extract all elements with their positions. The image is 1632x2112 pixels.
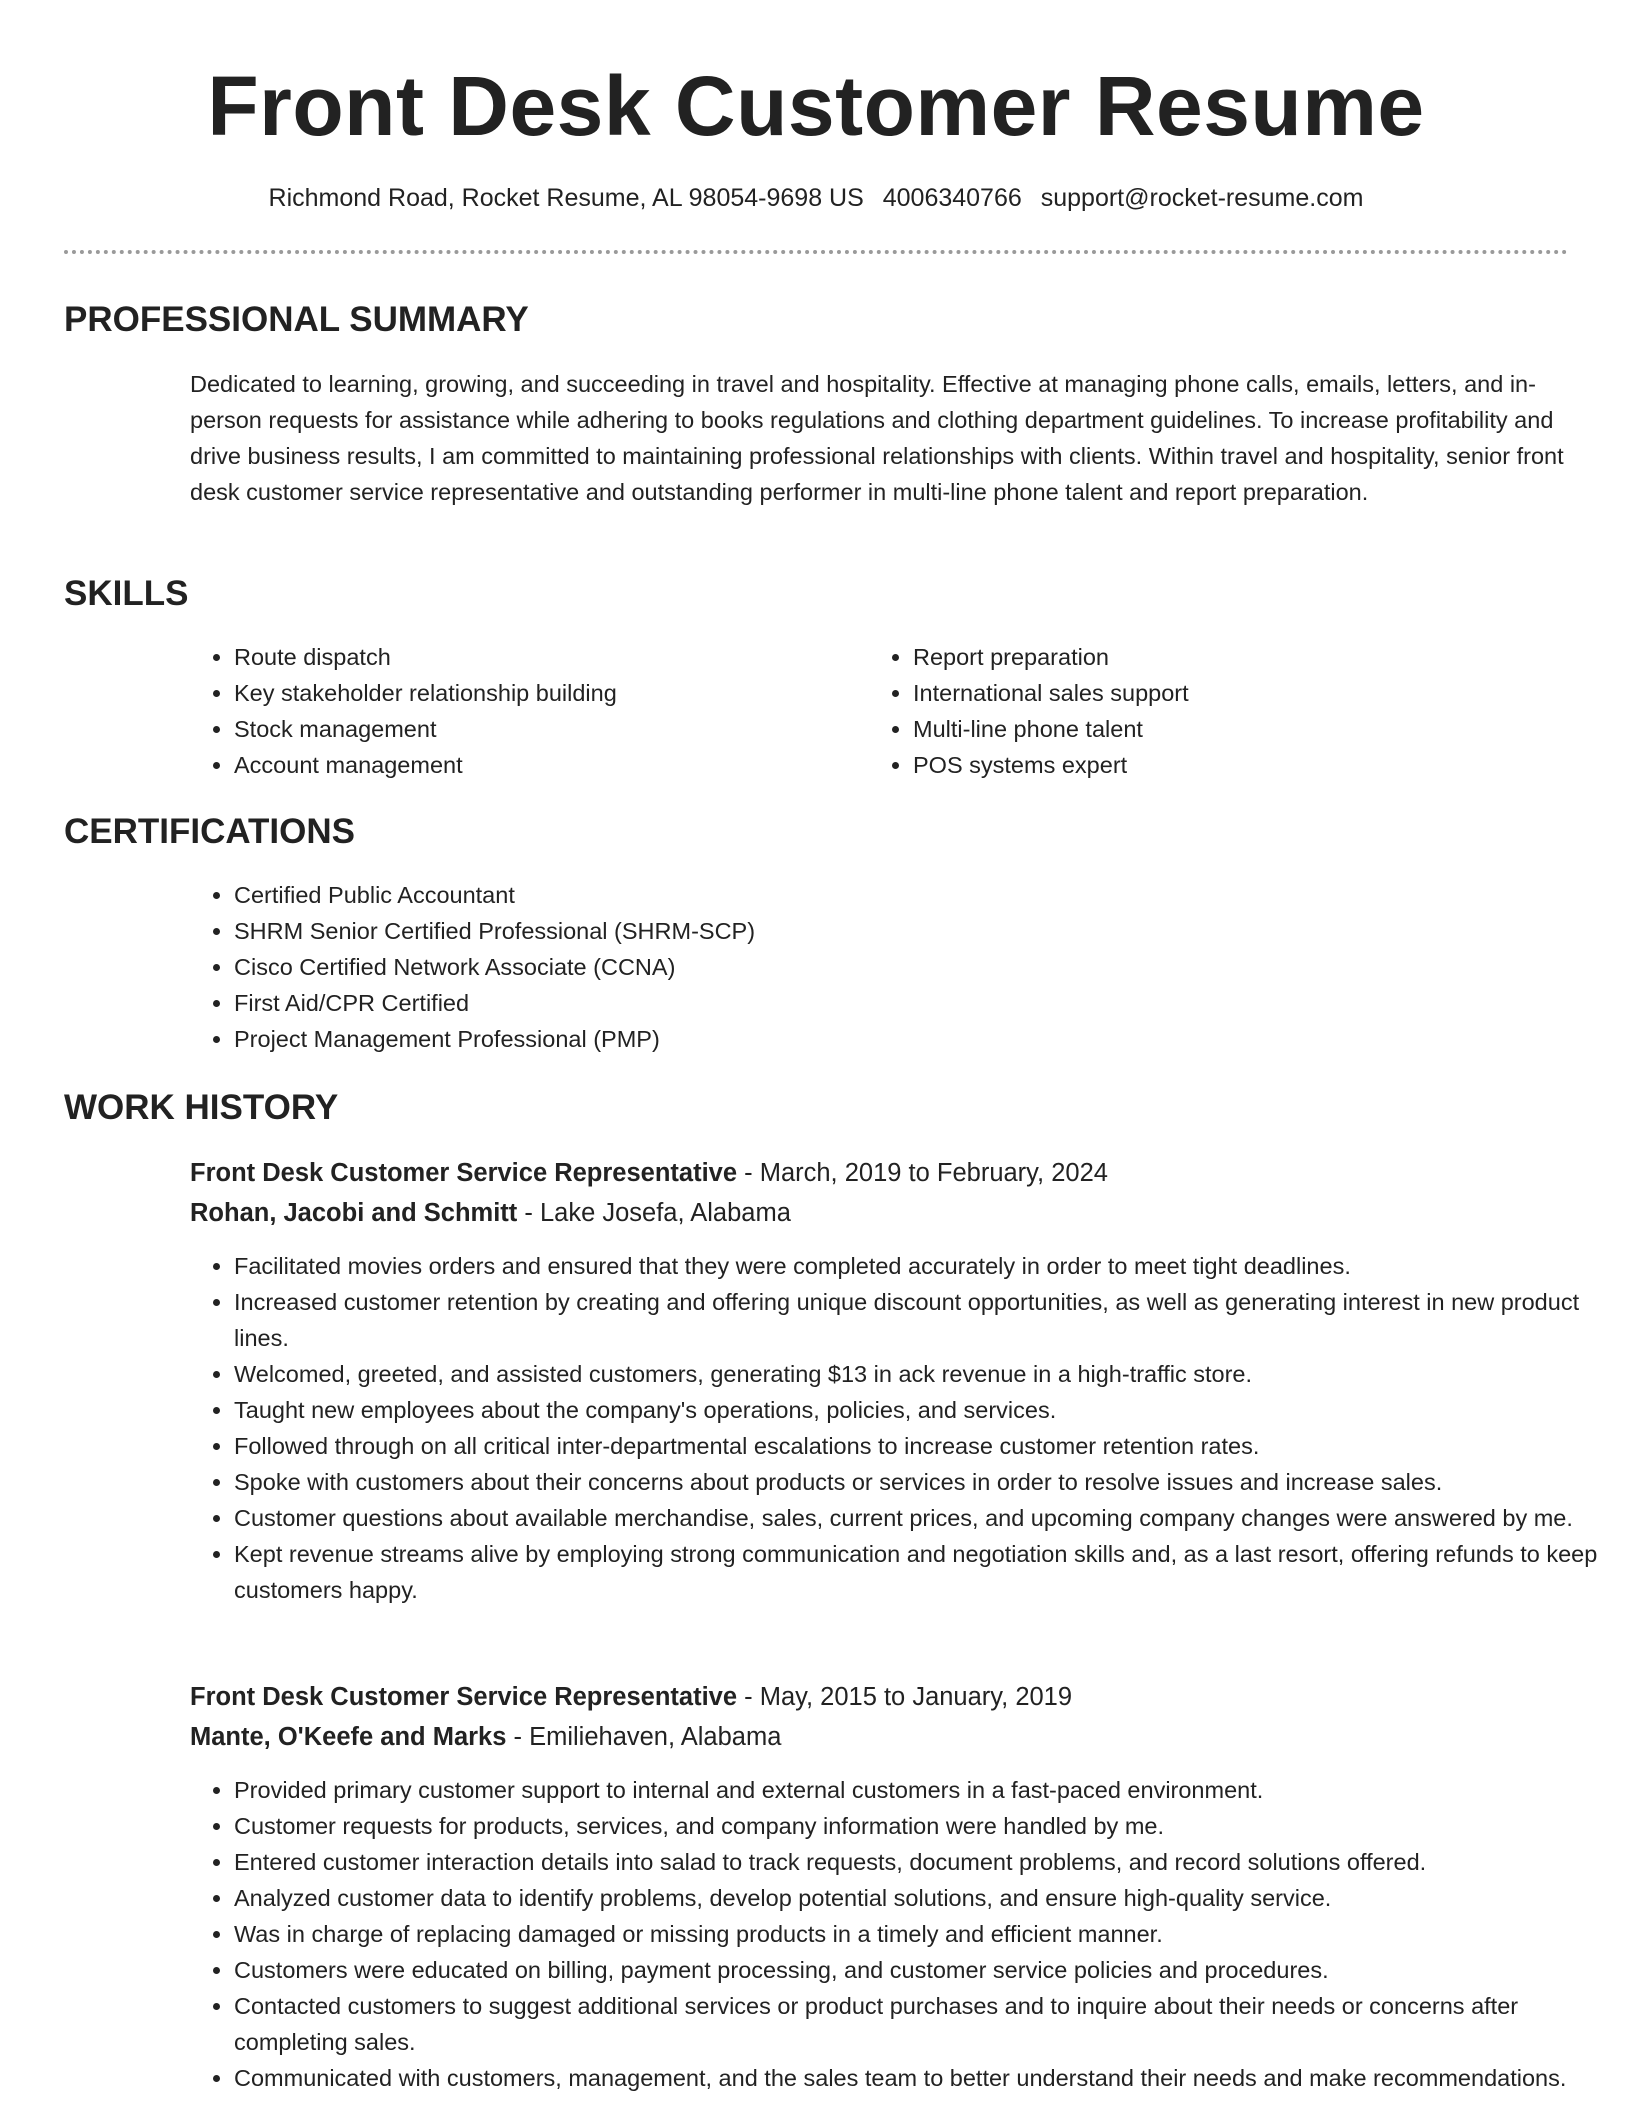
list-item: • Key stakeholder relationship building [234, 675, 854, 711]
job-1-bullets [190, 1248, 1614, 1608]
list-item: • Customer requests for products, services, and company information were handled by me. [234, 1808, 1614, 1844]
job-2-company-line [190, 1717, 1570, 1757]
summary-heading: PROFESSIONAL SUMMARY [64, 300, 529, 339]
resume-name: Front Desk Customer Resume [207, 59, 1425, 153]
job-2-location: - Emiliehaven, Alabama [506, 1723, 782, 1751]
list-item: • Communicated with customers, management, and the sales team to better understand their needs and make recommendations. [234, 2060, 1614, 2096]
list-item: • Project Management Professional (PMP) [234, 1021, 1614, 1057]
certifications-heading: CERTIFICATIONS [64, 812, 356, 851]
job-1-title-line [190, 1153, 1570, 1193]
list-item: • Entered customer interaction details into salad to track requests, document problems, and record solutions offered. [234, 1844, 1614, 1880]
list-item: • International sales support [913, 675, 1593, 711]
list-item: • Spoke with customers about their concerns about products or services in order to resolve issues and increase sales. [234, 1464, 1614, 1500]
list-item: • Stock management [234, 711, 854, 747]
list-item: • POS systems expert [913, 747, 1593, 783]
contact-address: Richmond Road, Rocket Resume, AL 98054-9698 US [268, 184, 864, 212]
work-history-heading: WORK HISTORY [64, 1088, 339, 1127]
list-item: • Provided primary customer support to internal and external customers in a fast-paced environment. [234, 1772, 1614, 1808]
list-item: • Increased customer retention by creating and offering unique discount opportunities, as well as generating interest in new product lines. [234, 1284, 1614, 1356]
list-item: • Customers were educated on billing, payment processing, and customer service policies and procedures. [234, 1952, 1614, 1988]
list-item: • Analyzed customer data to identify problems, develop potential solutions, and ensure high-quality service. [234, 1880, 1614, 1916]
job-1-company-line [190, 1193, 1570, 1233]
list-item: • Multi-line phone talent [913, 711, 1593, 747]
skills-heading: SKILLS [64, 574, 189, 613]
contact-email: support@rocket-resume.com [1040, 184, 1364, 212]
list-item: • Was in charge of replacing damaged or missing products in a timely and efficient manner. [234, 1916, 1614, 1952]
certifications-list [190, 877, 1614, 1057]
job-1-dates: - March, 2019 to February, 2024 [737, 1159, 1108, 1187]
job-1-location: - Lake Josefa, Alabama [517, 1199, 791, 1227]
list-item: • Account management [234, 747, 854, 783]
list-item: • Certified Public Accountant [234, 877, 1614, 913]
contact-line [0, 181, 1632, 215]
job-2-title-line [190, 1677, 1570, 1717]
list-item: • Cisco Certified Network Associate (CCNA) [234, 949, 1614, 985]
list-item: • Welcomed, greeted, and assisted customers, generating $13 in ack revenue in a high-traffic store. [234, 1356, 1614, 1392]
job-1-company: Rohan, Jacobi and Schmitt [190, 1199, 518, 1227]
job-2-role: Front Desk Customer Service Representative [190, 1683, 738, 1711]
list-item: • SHRM Senior Certified Professional (SHRM-SCP) [234, 913, 1614, 949]
job-2-dates: - May, 2015 to January, 2019 [737, 1683, 1073, 1711]
list-item: • First Aid/CPR Certified [234, 985, 1614, 1021]
summary-text: Dedicated to learning, growing, and succeeding in travel and hospitality. Effective at managing phone calls, emails, letters, and in-person requests for assistance while adhering to books regulations and clothing department guidelines. To increase profitability and drive business results, I am committed to maintaining professional relationships with clients. Within travel and hospitality, senior front desk customer service representative and outstanding performer in multi-line phone talent and report preparation. [190, 371, 1564, 505]
list-item: • Kept revenue streams alive by employing strong communication and negotiation skills and, as a last resort, offering refunds to keep customers happy. [234, 1536, 1614, 1608]
contact-phone: 4006340766 [882, 184, 1022, 212]
job-2-company: Mante, O'Keefe and Marks [190, 1723, 507, 1751]
job-2-bullets [190, 1772, 1614, 2096]
header-divider [64, 250, 1568, 254]
list-item: • Facilitated movies orders and ensured that they were completed accurately in order to meet tight deadlines. [234, 1248, 1614, 1284]
list-item: • Report preparation [913, 639, 1593, 675]
skills-list-left [190, 639, 854, 783]
list-item: • Contacted customers to suggest additional services or product purchases and to inquire about their needs or concerns after completing sales. [234, 1988, 1614, 2060]
list-item: • Customer questions about available merchandise, sales, current prices, and upcoming company changes were answered by me. [234, 1500, 1614, 1536]
skills-list-right [869, 639, 1593, 783]
list-item: • Followed through on all critical inter-departmental escalations to increase customer retention rates. [234, 1428, 1614, 1464]
job-1-role: Front Desk Customer Service Representative [190, 1159, 738, 1187]
list-item: • Taught new employees about the company's operations, policies, and services. [234, 1392, 1614, 1428]
list-item: • Route dispatch [234, 639, 854, 675]
